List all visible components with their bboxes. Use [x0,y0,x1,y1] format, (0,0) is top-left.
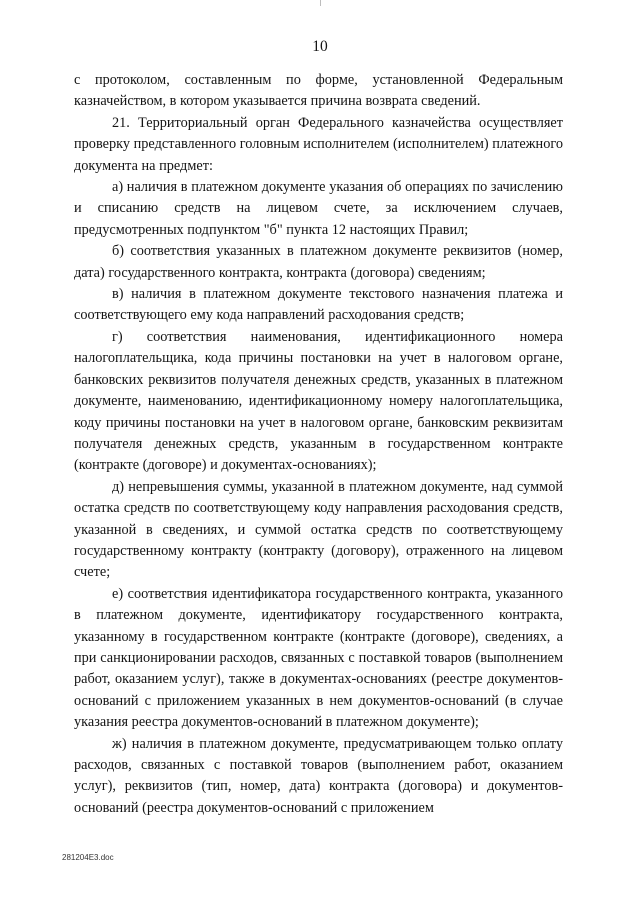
footer-filename: 281204E3.doc [62,853,114,862]
subparagraph-d: д) непревышения суммы, указанной в платежном документе, над суммой остатка средств по соответствующему коду направления расходования средств, указанной в сведениях, и суммой остатка средств по соответствующему государственному контракту (контракту (договору), отраженного на лицевом счете; [74,478,563,581]
subparagraph-e: е) соответствия идентификатора государственного контракта, указанного в платежном документе, идентификатору государственного контракта, указанному в государственном контракте (контракте (договоре), сведениях, а при санкционировании расходов, связанных с поставкой товаров (выполнением работ, оказанием услуг), также в документах-основаниях (реестре документов-оснований с приложением указанных в нем документов-оснований (в случае указания реестра документов-оснований в платежном документе); [74,585,563,731]
paragraph-21: 21. Территориальный орган Федерального казначейства осуществляет проверку представленного головным исполнителем (исполнителем) платежного документа на предмет: [74,114,563,174]
paragraph-continuation: с протоколом, составленным по форме, установленной Федеральным казначейством, в котором указывается причина возврата сведений. [74,72,563,110]
scan-artifact-mark [320,0,321,6]
page-number: 10 [312,38,328,55]
document-body [74,70,563,819]
subparagraph-zh: ж) наличия в платежном документе, предусматривающем только оплату расходов, связанных с поставкой товаров (выполнением работ, оказанием услуг), реквизитов (тип, номер, дата) контракта (договора) и документов-оснований (реестра документов-оснований с приложением [74,735,563,816]
subparagraph-v: в) наличия в платежном документе текстового назначения платежа и соответствующего ему кода направлений расходования средств; [74,286,563,324]
subparagraph-g: г) соответствия наименования, идентификационного номера налогоплательщика, кода причины постановки на учет в налоговом органе, банковских реквизитов получателя денежных средств, указанных в платежном документе, наименованию, идентификационному номеру налогоплательщика, коду причины постановки на учет в налоговом органе, банковским реквизитам получателя денежных средств, указанным в государственном контракте (контракте (договоре) и документах-основаниях); [74,328,563,474]
subparagraph-a: а) наличия в платежном документе указания об операциях по зачислению и списанию средств на лицевом счете, за исключением случаев, предусмотренных подпунктом "б" пункта 12 настоящих Правил; [74,179,563,238]
subparagraph-b: б) соответствия указанных в платежном документе реквизитов (номер, дата) государственного контракта, контракта (договора) сведениям; [74,243,563,281]
